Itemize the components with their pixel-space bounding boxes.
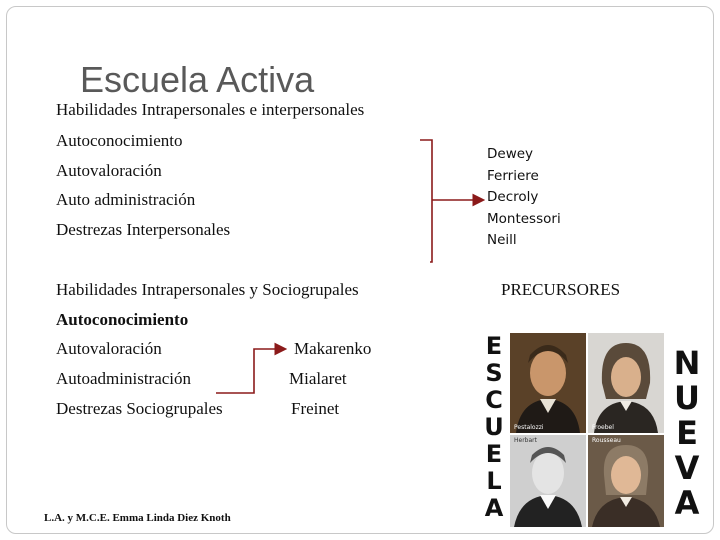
section1-item: Autovaloración: [56, 161, 162, 180]
footer-author: L.A. y M.C.E. Emma Linda Diez Knoth: [44, 512, 231, 524]
slide-title: Escuela Activa: [80, 59, 315, 100]
section1-item: Destrezas Interpersonales: [56, 220, 231, 239]
nueva-vertical-text: N U E V A: [673, 344, 701, 522]
section1-item: Auto administración: [56, 190, 196, 209]
portrait-caption: Herbart: [514, 437, 537, 444]
portrait-figure-icon: [510, 435, 586, 527]
portrait-pestalozzi: [510, 333, 586, 433]
section2-name: Mialaret: [289, 369, 347, 388]
section2-item: Autoconocimiento: [56, 310, 189, 329]
portrait-rousseau: [588, 435, 664, 527]
section1-item: Autoconocimiento: [56, 131, 183, 150]
bracket-line: [420, 140, 432, 262]
portrait-figure-icon: [510, 333, 586, 433]
section2-item: Autovaloración: [56, 339, 162, 358]
precursor-name: Ferriere: [487, 167, 539, 184]
portrait-figure-icon: [588, 333, 664, 433]
portrait-herbart: [510, 435, 586, 527]
section2-name: Makarenko: [294, 339, 372, 358]
portrait-figure-icon: [588, 435, 664, 527]
section2-item: Autoadministración: [56, 369, 192, 388]
precursor-name: Dewey: [487, 146, 534, 162]
portrait-caption: Rousseau: [592, 437, 621, 444]
precursors-label: PRECURSORES: [501, 280, 621, 299]
section2-item: Destrezas Sociogrupales: [56, 399, 223, 418]
precursor-name: Montessori: [487, 210, 561, 227]
arrow-to-makarenko: [216, 349, 284, 393]
section2-heading: Habilidades Intrapersonales y Sociogrupales: [56, 280, 359, 299]
escuela-vertical-text: E S C U E L A: [484, 332, 504, 522]
precursor-name: Decroly: [487, 189, 539, 205]
portrait-caption: Pestalozzi: [514, 424, 544, 431]
section1-heading: Habilidades Intrapersonales e interpersonales: [56, 100, 365, 119]
portrait-caption: Froebel: [592, 424, 614, 431]
section2-name: Freinet: [291, 399, 340, 418]
portrait-froebel: [588, 333, 664, 433]
precursor-name: Neill: [487, 232, 517, 248]
